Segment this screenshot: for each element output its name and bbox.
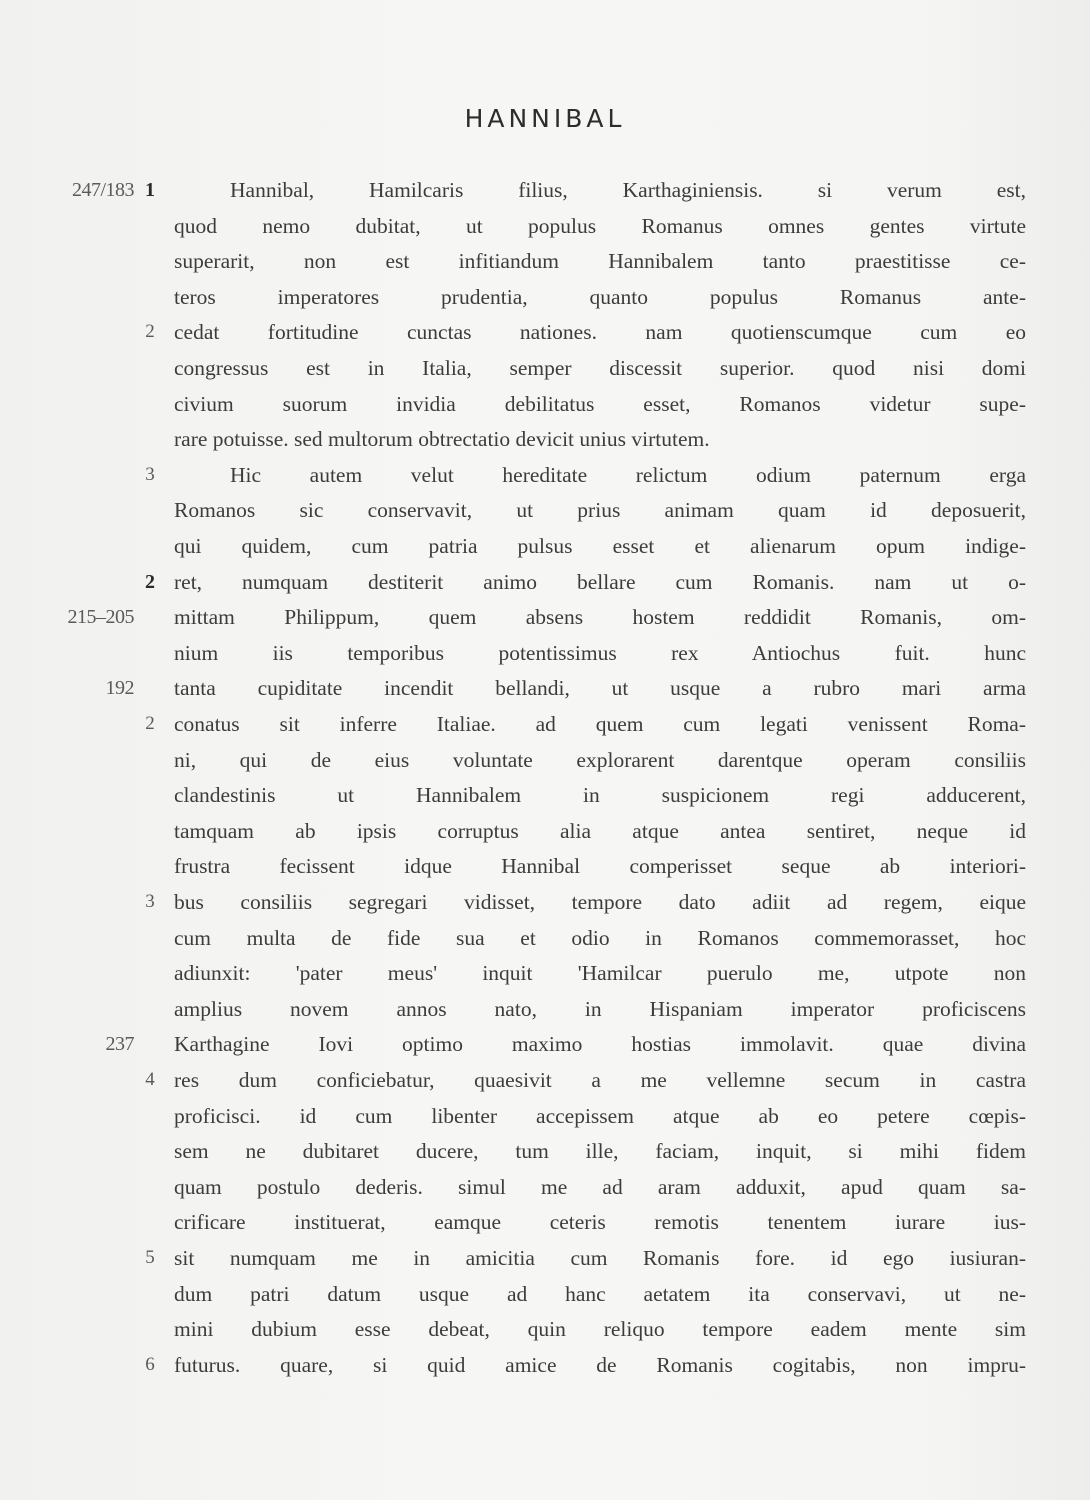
line-text: quam postulo dederis. simul me ad aram adduxit, apud quam sa-	[174, 1174, 1026, 1199]
text-line	[0, 777, 1090, 813]
line-text: cedat fortitudine cunctas nationes. nam quotienscumque cum eo	[174, 320, 1026, 345]
text-line	[0, 1276, 1090, 1312]
line-text: sit numquam me in amicitia cum Romanis fore. id ego iusiuran-	[174, 1246, 1026, 1270]
text-line	[0, 813, 1090, 849]
text-line	[0, 1098, 1090, 1134]
text-line	[0, 1062, 1090, 1098]
text-line	[0, 1169, 1090, 1205]
line-text: cum multa de fide sua et odio in Romanos commemorasset, hoc	[174, 925, 1026, 950]
line-text: tanta cupiditate incendit bellandi, ut usque a rubro mari arma	[174, 676, 1026, 701]
line-text: Hic autem velut hereditate relictum odium paternum erga	[230, 462, 1026, 487]
line-text: superarit, non est infitiandum Hannibalem tanto praestitisse ce-	[174, 249, 1026, 274]
section-number: 2	[145, 570, 155, 593]
section-number: 5	[145, 1247, 155, 1268]
text-line	[0, 314, 1090, 350]
text-line	[0, 457, 1090, 493]
text-line	[0, 528, 1090, 564]
line-text: adiunxit: 'pater meus' inquit 'Hamilcar puerulo me, utpote non	[174, 961, 1026, 986]
text-line	[0, 1347, 1090, 1383]
line-text: clandestinis ut Hannibalem in suspicionem regi adducerent,	[174, 783, 1026, 808]
line-text: mittam Philippum, quem absens hostem reddidit Romanis, om-	[174, 605, 1026, 630]
line-text: futurus. quare, si quid amice de Romanis cogitabis, non impru-	[174, 1352, 1026, 1377]
line-text: frustra fecissent idque Hannibal comperisset seque ab interiori-	[174, 854, 1026, 879]
line-text: qui quidem, cum patria pulsus esset et alienarum opum indige-	[174, 534, 1026, 558]
section-number: 1	[145, 179, 155, 201]
section-number: 3	[145, 463, 155, 485]
line-text: sem ne dubitaret ducere, tum ille, faciam, inquit, si mihi fidem	[174, 1139, 1026, 1164]
line-text: res dum conficiebatur, quaesivit a me vellemne secum in castra	[174, 1068, 1026, 1092]
margin-date: 247/183	[71, 179, 134, 201]
text-line	[0, 1026, 1090, 1062]
section-number: 2	[145, 713, 155, 734]
text-line	[0, 350, 1090, 386]
text-line	[0, 670, 1090, 706]
page-title: HANNIBAL	[464, 104, 626, 133]
text-line	[0, 742, 1090, 778]
line-text: Hannibal, Hamilcaris filius, Karthaginiensis. si verum est,	[230, 178, 1026, 202]
text-line	[0, 172, 1090, 208]
text-line	[0, 1240, 1090, 1276]
text-line	[0, 243, 1090, 279]
text-line	[0, 920, 1090, 956]
text-line	[0, 421, 1090, 457]
text-line	[0, 848, 1090, 884]
line-text: Karthagine Iovi optimo maximo hostias immolavit. quae divina	[174, 1032, 1026, 1057]
text-line	[0, 1311, 1090, 1347]
section-number: 6	[145, 1353, 155, 1375]
line-text: proficisci. id cum libenter accepissem atque ab eo petere cœpis-	[174, 1103, 1026, 1128]
line-text: civium suorum invidia debilitatus esset, Romanos videtur supe-	[174, 391, 1026, 416]
line-text: rare potuisse. sed multorum obtrectatio devicit unius virtutem.	[174, 427, 710, 452]
section-number: 4	[145, 1069, 155, 1090]
section-number: 2	[145, 321, 155, 343]
line-text: congressus est in Italia, semper discessit superior. quod nisi domi	[174, 356, 1026, 380]
text-line	[0, 599, 1090, 635]
line-text: nium iis temporibus potentissimus rex Antiochus fuit. hunc	[174, 640, 1026, 665]
line-text: amplius novem annos nato, in Hispaniam imperator proficiscens	[174, 996, 1026, 1021]
text-line	[0, 386, 1090, 422]
text-line	[0, 955, 1090, 991]
line-text: Romanos sic conservavit, ut prius animam quam id deposuerit,	[174, 498, 1026, 523]
text-line	[0, 208, 1090, 244]
line-text: crificare instituerat, eamque ceteris remotis tenentem iurare ius-	[174, 1210, 1026, 1235]
line-text: dum patri datum usque ad hanc aetatem ita conservavi, ut ne-	[174, 1281, 1026, 1306]
text-line	[0, 1133, 1090, 1169]
text-line	[0, 564, 1090, 600]
text-line	[0, 279, 1090, 315]
line-text: bus consiliis segregari vidisset, tempore dato adiit ad regem, eique	[174, 890, 1026, 914]
text-line	[0, 635, 1090, 671]
line-text: mini dubium esse debeat, quin reliquo tempore eadem mente sim	[174, 1317, 1026, 1342]
line-text: tamquam ab ipsis corruptus alia atque antea sentiret, neque id	[174, 818, 1026, 843]
margin-date: 237	[105, 1033, 134, 1056]
margin-date: 215–205	[67, 606, 134, 629]
text-line	[0, 991, 1090, 1027]
line-text: quod nemo dubitat, ut populus Romanus omnes gentes virtute	[174, 213, 1026, 238]
text-line	[0, 1204, 1090, 1240]
line-text: teros imperatores prudentia, quanto populus Romanus ante-	[174, 284, 1026, 309]
margin-date: 192	[105, 677, 134, 700]
line-text: conatus sit inferre Italiae. ad quem cum legati venissent Roma-	[174, 712, 1026, 736]
text-line	[0, 706, 1090, 742]
line-text: ni, qui de eius voluntate explorarent darentque operam consiliis	[174, 747, 1026, 772]
text-line	[0, 884, 1090, 920]
text-line	[0, 492, 1090, 528]
line-text: ret, numquam destiterit animo bellare cum Romanis. nam ut o-	[174, 569, 1026, 594]
section-number: 3	[145, 891, 155, 912]
